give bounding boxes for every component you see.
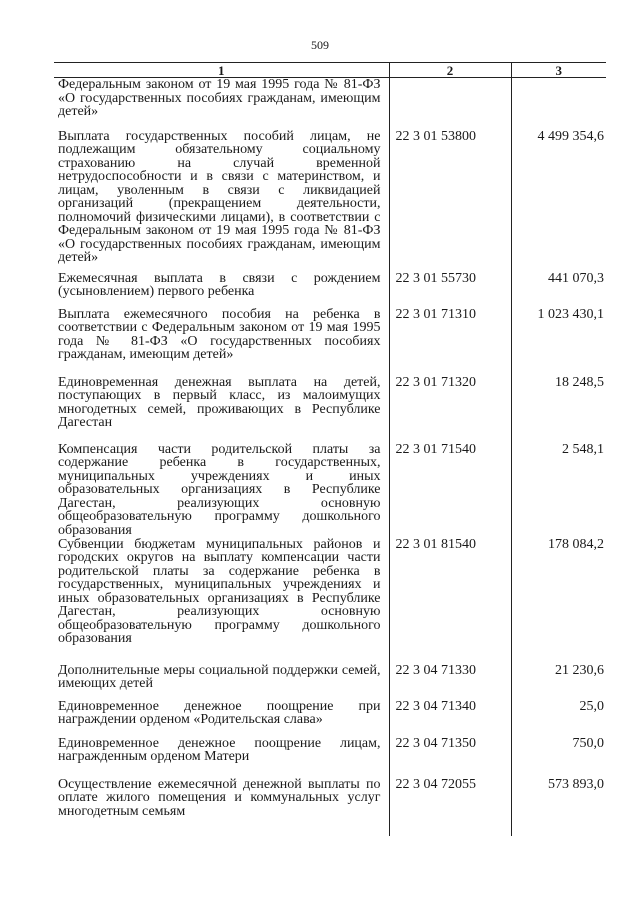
row-amount [511, 78, 606, 130]
row-name [54, 376, 389, 443]
table-row [54, 700, 606, 737]
row-amount: 441 070,3 [548, 270, 604, 286]
table-row [54, 376, 606, 443]
row-code: 22 3 04 72055 [389, 778, 511, 836]
table-row [54, 272, 606, 308]
row-name-text: Федеральным законом от 19 мая 1995 года № 81-ФЗ «О государственных пособиях гражданам, имеющим детей» [58, 77, 381, 119]
header-row [54, 63, 606, 78]
row-code: 22 3 01 81540 [389, 538, 511, 664]
row-name [54, 272, 389, 308]
column-header-3: 3 [511, 63, 606, 78]
row-amount: 4 499 354,6 [537, 128, 604, 144]
table-row [54, 737, 606, 778]
row-code: 22 3 01 71540 [389, 443, 511, 538]
row-name-text: Компенсация части родительской платы за содержание ребенка в государственных, муниципальных учреждениях и иных образовательных организациях в Республике Дагестан, реализующих основную общеобразовательную программу дошкольного образования [58, 441, 381, 538]
row-name [54, 538, 389, 664]
row-code: 22 3 01 71320 [389, 376, 511, 443]
table-row [54, 778, 606, 836]
row-name-text: Субвенции бюджетам муниципальных районов и городских округов на выплату компенсации части родительской платы за содержание ребенка в государственных, муниципальных учреждениях и иных образовательных организациях в Республике Дагестан, реализующих основную общеобразовательную программу дошкольного образования [58, 536, 381, 646]
row-name [54, 78, 389, 130]
row-name-text: Осуществление ежемесячной денежной выплаты по оплате жилого помещения и коммунальных услуг многодетным семьям [58, 776, 381, 819]
row-code: 22 3 01 53800 [389, 130, 511, 272]
page-number: 509 [311, 38, 329, 52]
row-amount: 25,0 [579, 698, 604, 714]
row-amount: 18 248,5 [555, 374, 604, 390]
row-name-text: Ежемесячная выплата в связи с рождением (усыновлением) первого ребенка [58, 270, 381, 299]
row-amount: 21 230,6 [555, 662, 604, 678]
column-header-1: 1 [54, 63, 389, 78]
row-amount: 178 084,2 [548, 536, 604, 552]
row-code: 22 3 01 55730 [389, 272, 511, 308]
row-name-text: Единовременное денежное поощрение лицам, награжденным орденом Матери [58, 735, 381, 764]
table-row [54, 308, 606, 376]
row-amount: 573 893,0 [548, 776, 604, 792]
budget-table [54, 62, 606, 836]
row-code: 22 3 04 71330 [389, 664, 511, 700]
column-header-2: 2 [389, 63, 511, 78]
row-code: 22 3 04 71340 [389, 700, 511, 737]
row-code: 22 3 04 71350 [389, 737, 511, 778]
row-name [54, 778, 389, 836]
row-amount: 1 023 430,1 [537, 306, 604, 322]
row-name-text: Дополнительные меры социальной поддержки семей, имеющих детей [58, 662, 381, 691]
row-name [54, 130, 389, 272]
row-name-text: Выплата ежемесячного пособия на ребенка в соответствии с Федеральным законом от 19 мая 1995 года № 81-ФЗ «О государственных пособиях гражданам, имеющим детей» [58, 306, 381, 362]
table-header [54, 63, 606, 78]
table-row [54, 664, 606, 700]
row-code: 22 3 01 71310 [389, 308, 511, 376]
table-row [54, 538, 606, 664]
row-code [389, 78, 511, 130]
row-amount: 2 548,1 [562, 441, 604, 457]
table-row [54, 443, 606, 538]
row-name [54, 700, 389, 737]
row-name [54, 443, 389, 538]
row-amount: 750,0 [572, 735, 604, 751]
row-name-text: Единовременное денежное поощрение при награждении орденом «Родительская слава» [58, 698, 381, 727]
row-name [54, 308, 389, 376]
table-row [54, 78, 606, 130]
row-name-text: Выплата государственных пособий лицам, не подлежащим обязательному социальному страхованию на случай временной нетрудоспособности и в связи с материнством, и лицам, уволенным в связи с ликвидацией организаций (прекращением деятельности, полномочий физическими лицами), в соответствии с Федеральным законом от 19 мая 1995 года № 81-ФЗ «О государственных пособиях гражданам, имеющим детей» [58, 128, 381, 265]
row-name [54, 664, 389, 700]
row-name [54, 737, 389, 778]
table-row [54, 130, 606, 272]
row-name-text: Единовременная денежная выплата на детей, поступающих в первый класс, из малоимущих многодетных семей, проживающих в Республике Дагестан [58, 374, 381, 430]
